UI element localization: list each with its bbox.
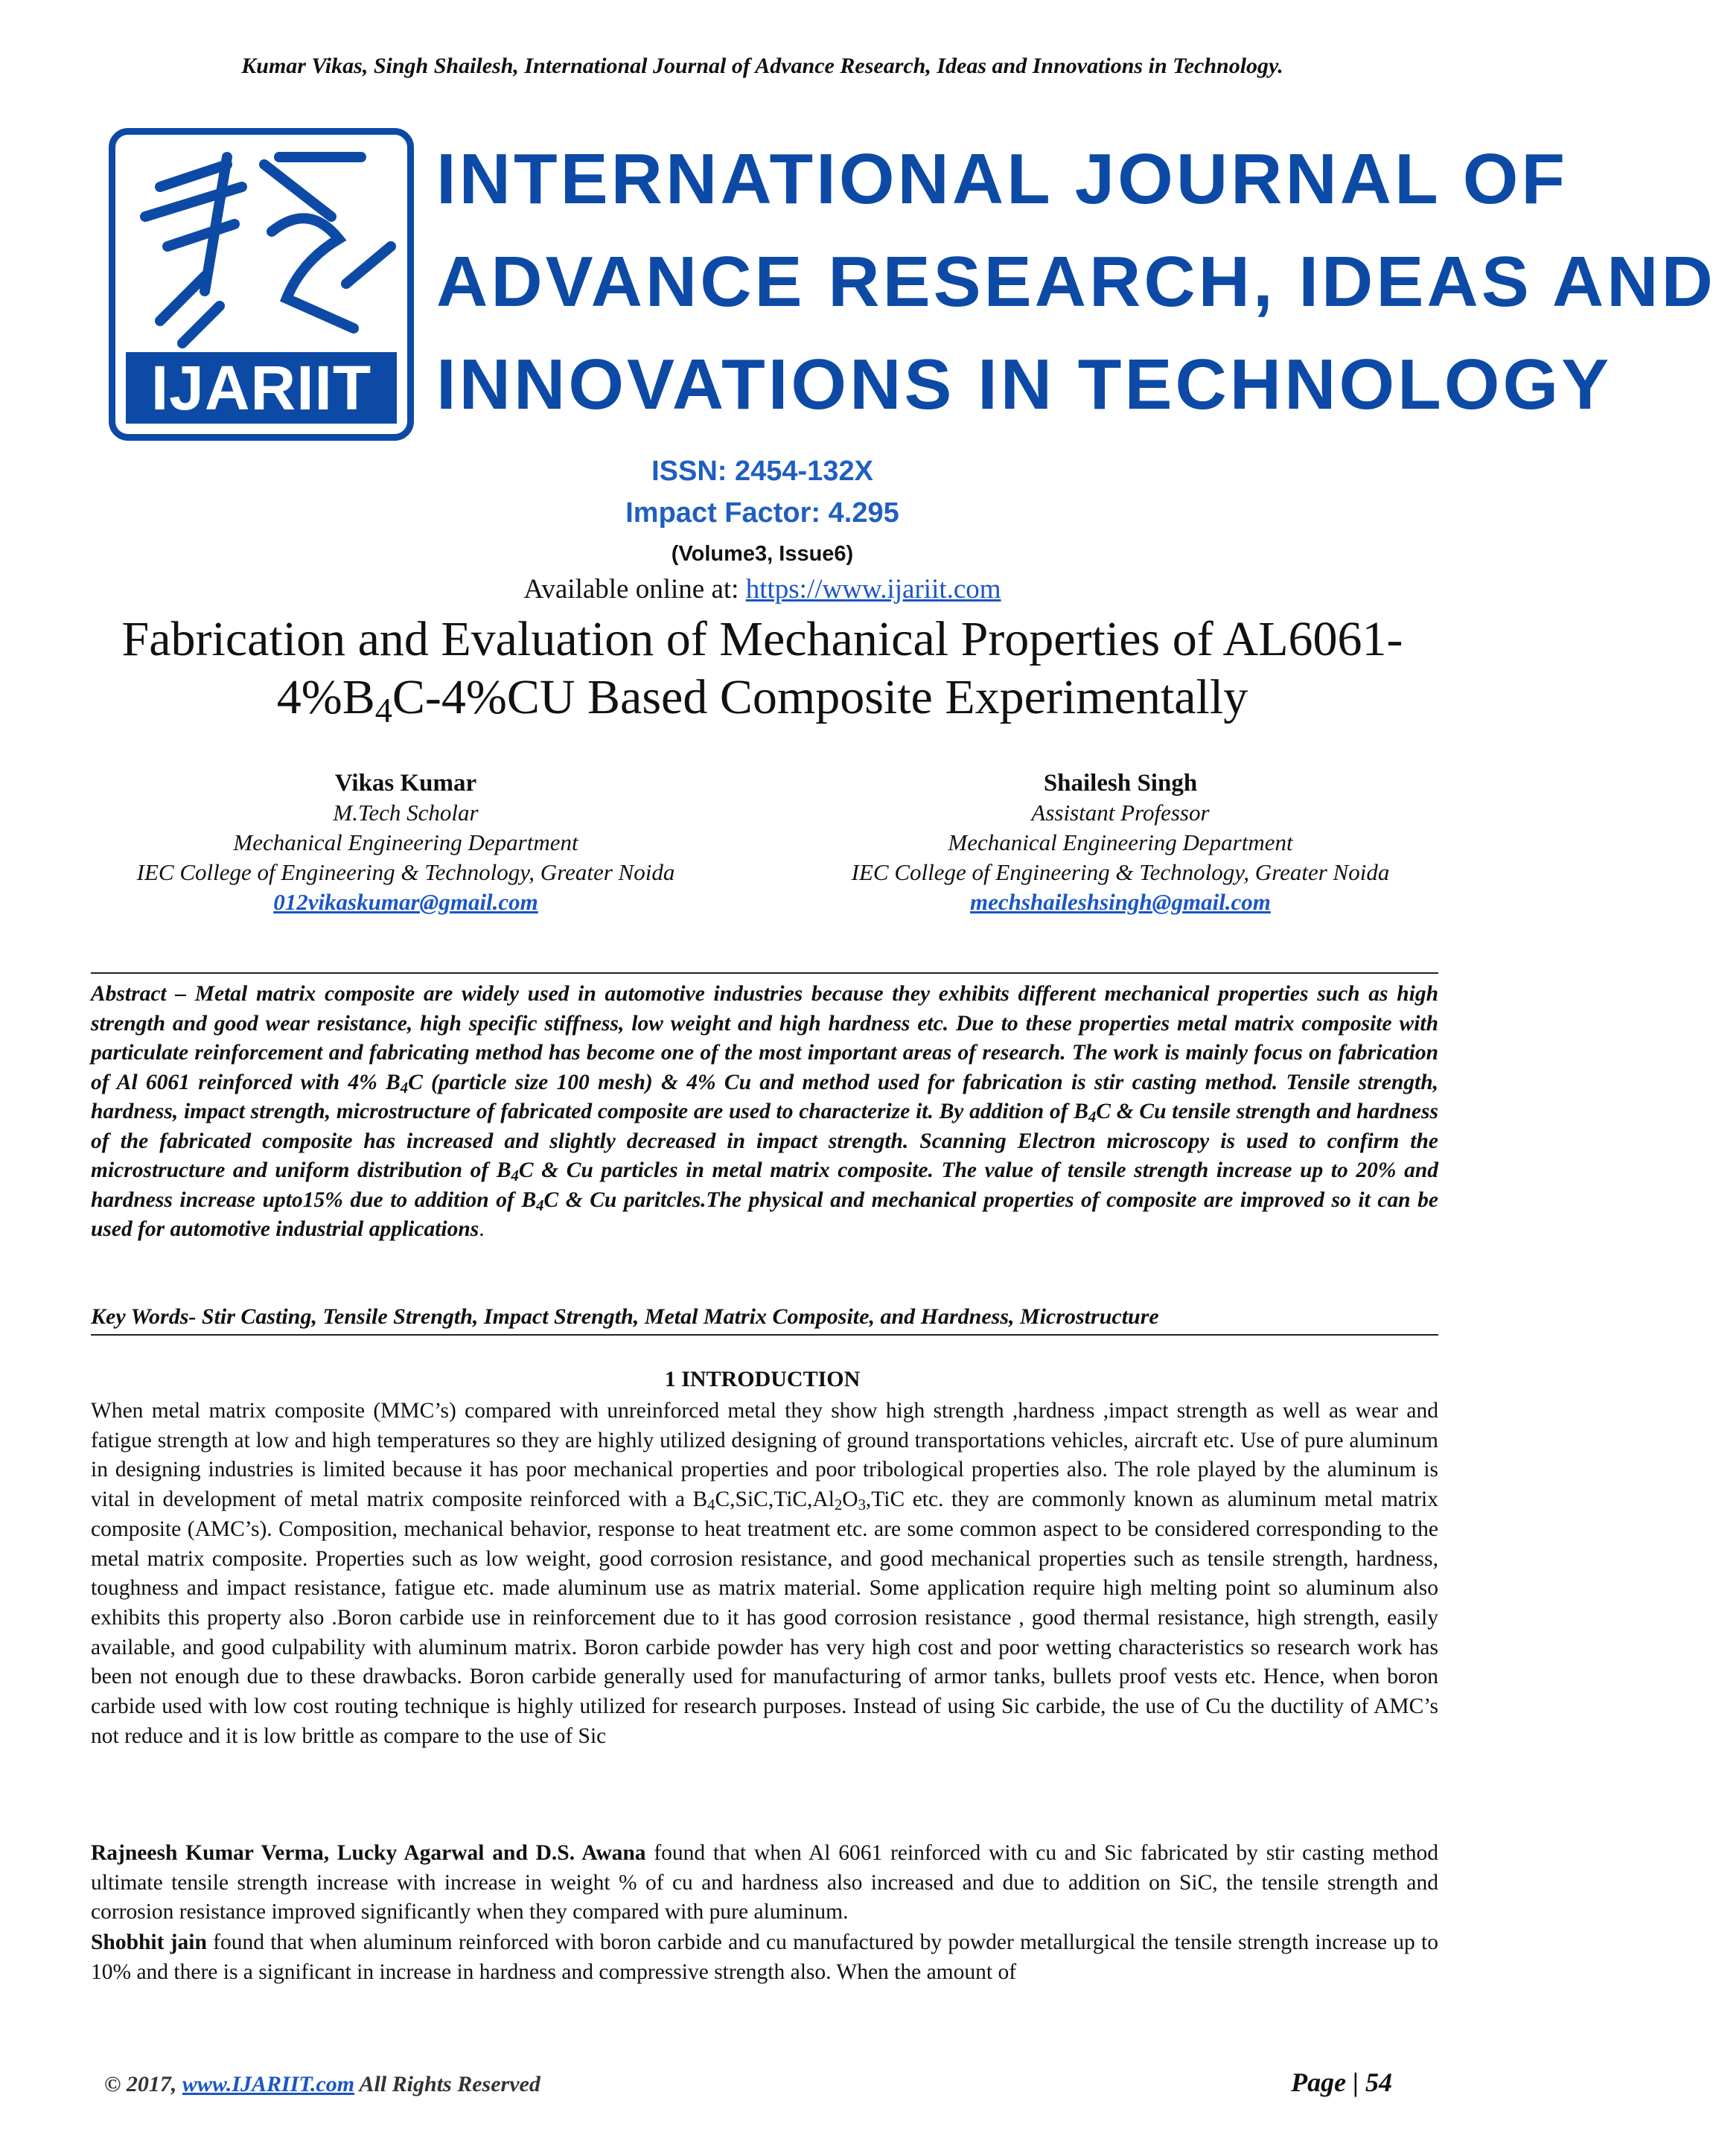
- copyright-suffix: All Rights Reserved: [354, 2072, 540, 2096]
- paragraph-text: found that when Al 6061 reinforced with cu and Sic fabricated by stir casting method ultimate tensile strength increase with increase in weight % of cu and hardness also increased and due to addition on SiC, the tensile strength and corrosion resistance improved significantly when they compared with pure aluminum.: [91, 1841, 1438, 1924]
- journal-logo: [109, 128, 1716, 447]
- journal-name-line-2: ADVANCE RESEARCH, IDEAS AND: [436, 242, 1716, 322]
- keywords: Key Words- Stir Casting, Tensile Strength, Impact Strength, Metal Matrix Composite, and Hardness, Microstructure: [91, 1304, 1159, 1329]
- logo-calligraphy-icon: [115, 135, 407, 358]
- author-institution: IEC College of Engineering & Technology, Greater Noida: [851, 859, 1390, 885]
- volume-issue: (Volume3, Issue6): [671, 542, 854, 566]
- author-1: [97, 768, 715, 917]
- impact-factor: Impact Factor: 4.295: [625, 497, 899, 529]
- journal-name: [436, 128, 1716, 436]
- author-role: M.Tech Scholar: [333, 800, 479, 826]
- abstract-text: C & Cu particles in metal matrix composite. The value of tensile strength increase up to 20% and hardness increase upto15% due to addition of B: [91, 1158, 1438, 1212]
- author-block: [97, 768, 1429, 917]
- subscript: 4: [707, 1497, 715, 1514]
- abstract-end: .: [479, 1217, 485, 1241]
- footer-site-link[interactable]: www.IJARIIT.com: [182, 2072, 355, 2096]
- abstract-top-rule: [91, 972, 1438, 974]
- subscript: 3: [858, 1497, 866, 1514]
- paragraph-text: O: [842, 1487, 858, 1512]
- copyright-prefix: © 2017,: [104, 2072, 182, 2096]
- subscript: 4: [1088, 1109, 1097, 1126]
- cited-authors: Rajneesh Kumar Verma, Lucky Agarwal and D.S. Awana: [91, 1841, 646, 1865]
- available-label: Available online at:: [523, 574, 739, 605]
- abstract-text: C (particle size 100 mesh) & 4% Cu and method used for fabrication is stir casting method. Tensile strength, hardness, impact strength, microstructure of fabricated composite are used to characterize it. By addition of B: [91, 1070, 1438, 1123]
- issn: ISSN: 2454-132X: [651, 456, 873, 487]
- availability-line: [0, 573, 1525, 605]
- section-heading-introduction: 1 INTRODUCTION: [664, 1367, 861, 1391]
- author-name: Vikas Kumar: [334, 770, 477, 797]
- abstract: [91, 980, 1438, 1245]
- paragraph-text: found that when aluminum reinforced with boron carbide and cu manufactured by powder metallurgical the tensile strength increase up to 10% and there is a significant in increase in hardness and compressive strength also. When the amount of: [91, 1930, 1439, 1984]
- paragraph-text: ,TiC etc. they are commonly known as aluminum metal matrix composite (AMC’s). Composition, mechanical behavior, response to heat treatment etc. are some common aspect to be considered corresponding to the metal matrix composite. Properties such as low weight, good corrosion resistance, and good mechanical properties such as tensile strength, hardness, toughness and impact resistance, fatigue etc. made aluminum use as matrix material. Some application require high melting point so aluminum also exhibits this property also .Boron carbide use in reinforcement due to it has good corrosion resistance , good thermal resistance, high strength, easily available, and good culpability with aluminum matrix. Boron carbide powder has very high cost and poor wetting characteristics so research work has been not enough due to these drawbacks. Boron carbide generally used for manufacturing of armor tanks, bullets proof vests etc. Hence, when boron carbide used with low cost routing technique is highly utilized for research purposes. Instead of using Sic carbide, the use of Cu the ductility of AMC’s not reduce and it is low brittle as compare to the use of Sic: [91, 1487, 1438, 1748]
- author-name: Shailesh Singh: [1043, 770, 1198, 797]
- author-email-link[interactable]: mechshaileshsingh@gmail.com: [970, 889, 1271, 915]
- journal-url-link[interactable]: https://www.ijariit.com: [745, 574, 1001, 605]
- paragraph-text: C,SiC,TiC,Al: [715, 1487, 835, 1512]
- abstract-text: C & Cu tensile strength and hardness of the fabricated composite has increased and slightly decreased in impact strength. Scanning Electron microscopy is used to confirm the microstructure and uniform distribution of B: [91, 1100, 1438, 1182]
- author-email-link[interactable]: 012vikaskumar@gmail.com: [273, 889, 538, 915]
- title-subscript: 4: [374, 691, 392, 730]
- page-footer: [104, 2067, 1392, 2098]
- intro-paragraph-3: [91, 1928, 1438, 1988]
- logo-abbreviation: IJARIIT: [126, 352, 397, 424]
- intro-paragraph-2: [91, 1839, 1438, 1927]
- subscript: 2: [834, 1497, 843, 1514]
- intro-paragraph-1: [91, 1397, 1438, 1751]
- journal-name-line-3: INNOVATIONS IN TECHNOLOGY: [436, 345, 1613, 424]
- paper-title: [0, 610, 1525, 730]
- subscript: 4: [536, 1197, 544, 1214]
- keywords-bottom-rule: [91, 1334, 1438, 1336]
- author-role: Assistant Professor: [1031, 800, 1210, 826]
- journal-name-line-1: INTERNATIONAL JOURNAL OF: [436, 139, 1569, 219]
- author-department: Mechanical Engineering Department: [233, 829, 578, 855]
- subscript: 4: [511, 1168, 519, 1185]
- page-number: Page | 54: [1291, 2067, 1392, 2097]
- cited-author: Shobhit jain: [91, 1930, 207, 1954]
- subscript: 4: [400, 1079, 409, 1097]
- copyright: [104, 2072, 540, 2097]
- title-part-1: Fabrication and Evaluation of Mechanical Properties of AL6061-4%B: [121, 612, 1403, 724]
- title-part-2: C-4%CU Based Composite Experimentally: [392, 670, 1248, 724]
- paragraph-text: When metal matrix composite (MMC’s) compared with unreinforced metal they show high strength ,hardness ,impact strength as well as wear and fatigue strength at low and high temperatures so they are highly utilized designing of ground transportations vehicles, aircraft etc. Use of pure aluminum in designing industries is limited because it has poor mechanical properties and poor tribological properties also. The role played by the aluminum is vital in development of metal matrix composite reinforced with a B: [91, 1399, 1438, 1512]
- running-header: Kumar Vikas, Singh Shailesh, International Journal of Advance Research, Ideas and Innovations in Technology.: [241, 54, 1283, 78]
- author-department: Mechanical Engineering Department: [948, 829, 1293, 855]
- author-2: [811, 768, 1429, 917]
- logo-emblem: [109, 128, 414, 441]
- author-institution: IEC College of Engineering & Technology, Greater Noida: [136, 859, 675, 885]
- abstract-text: Abstract – Metal matrix composite are widely used in automotive industries because they exhibits different mechanical properties such as high strength and good wear resistance, high specific stiffness, low weight and high hardness etc. Due to these properties metal matrix composite with particulate reinforcement and fabricating method has become one of the most important areas of research. The work is mainly focus on fabrication of Al 6061 reinforced with 4% B: [91, 982, 1438, 1094]
- abstract-text: C & Cu paritcles.The physical and mechanical properties of composite are improved so it can be used for automotive industrial applications: [91, 1187, 1438, 1241]
